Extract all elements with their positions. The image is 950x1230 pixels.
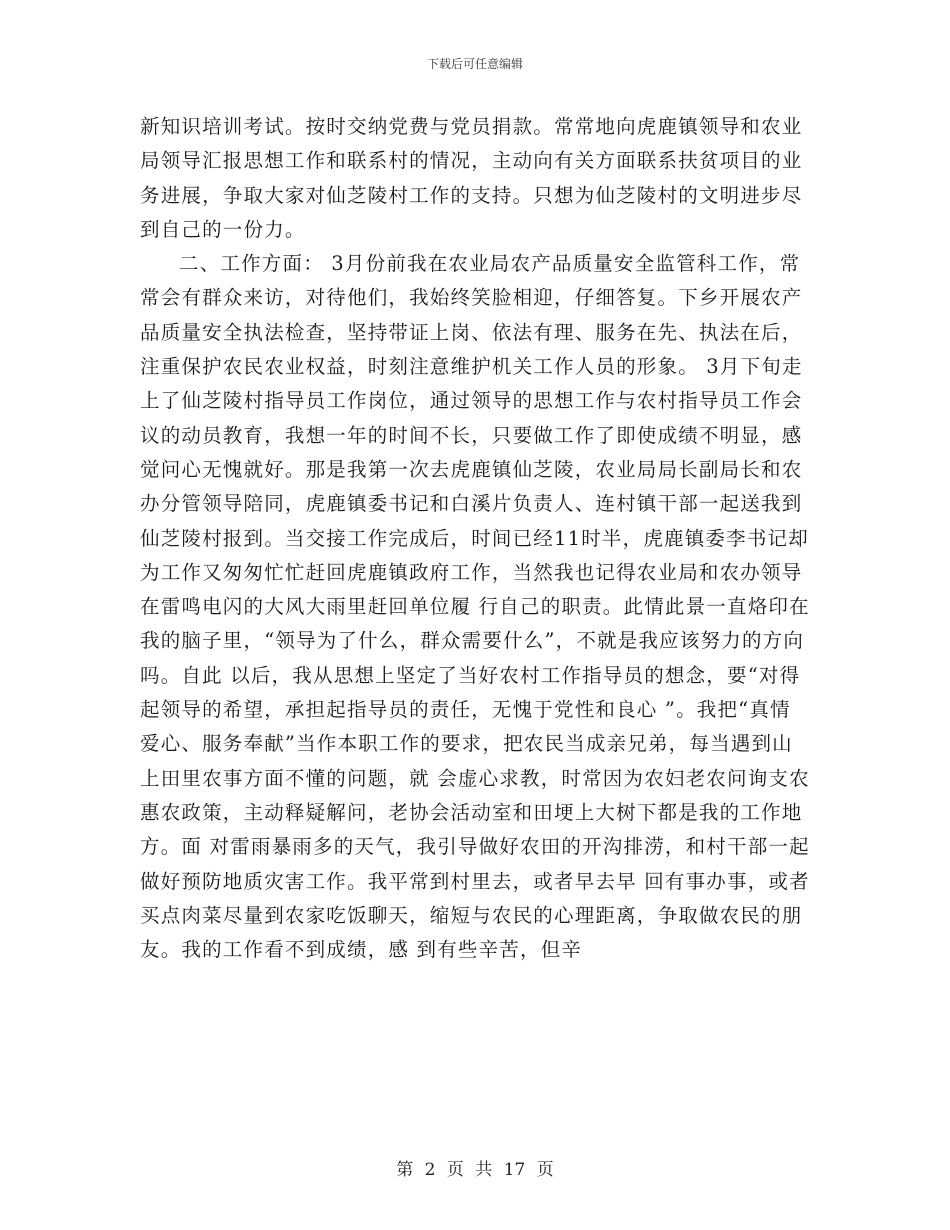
page-header: 下载后可任意编辑 <box>426 57 523 71</box>
document-body <box>140 110 810 967</box>
page-footer: 第 2 页 共 17 页 <box>396 1160 554 1180</box>
paragraph-work-section: 二、工作方面： 3月份前我在农业局农产品质量安全监管科工作，常常会有群众来访，对待他们，我始终笑脸相迎，仔细答复。下乡开展农产品质量安全执法检查，坚持带证上岗、依法有理、服务在先、执法在后，注重保护农民农业权益，时刻注意维护机关工作人员的形象。 3月下旬走上了仙芝陵村指导员工作岗位，通过领导的思想工作与农村指导员工作会议的动员教育，我想一年的时间不长，只要做工作了即使成绩不明显，感觉问心无愧就好。那是我第一次去虎鹿镇仙芝陵，农业局局长副局长和农办分管领导陪同，虎鹿镇委书记和白溪片负责人、连村镇干部一起送我到仙芝陵村报到。当交接工作完成后，时间已经11时半，虎鹿镇委李书记却为工作又匆匆忙忙赶回虎鹿镇政府工作，当然我也记得农业局和农办领导在雷鸣电闪的大风大雨里赶回单位履 行自己的职责。此情此景一直烙印在我的脑子里，“领导为了什么，群众需要什么”，不就是我应该努力的方向吗。自此 以后，我从思想上坚定了当好农村工作指导员的想念，要“对得起领导的希望，承担起指导员的责任，无愧于党性和良心 ”。我把“真情爱心、服务奉献”当作本职工作的要求，把农民当成亲兄弟，每当遇到山上田里农事方面不懂的问题，就 会虚心求教，时常因为农妇老农问询支农惠农政策，主动释疑解问，老协会活动室和田埂上大树下都是我的工作地方。面 对雷雨暴雨多的天气，我引导做好农田的开沟排涝，和村干部一起做好预防地质灾害工作。我平常到村里去，或者早去早 回有事办事，或者买点肉菜尽量到农家吃饭聊天，缩短与农民的心理距离，争取做农民的朋友。我的工作看不到成绩，感 到有些辛苦，但辛 <box>140 252 810 962</box>
paragraph-continuation: 新知识培训考试。按时交纳党费与党员捐款。常常地向虎鹿镇领导和农业局领导汇报思想工作和联系村的情况，主动向有关方面联系扶贫项目的业务进展，争取大家对仙芝陵村工作的支持。只想为仙芝陵村的文明进步尽到自己的一份力。 <box>140 115 803 241</box>
